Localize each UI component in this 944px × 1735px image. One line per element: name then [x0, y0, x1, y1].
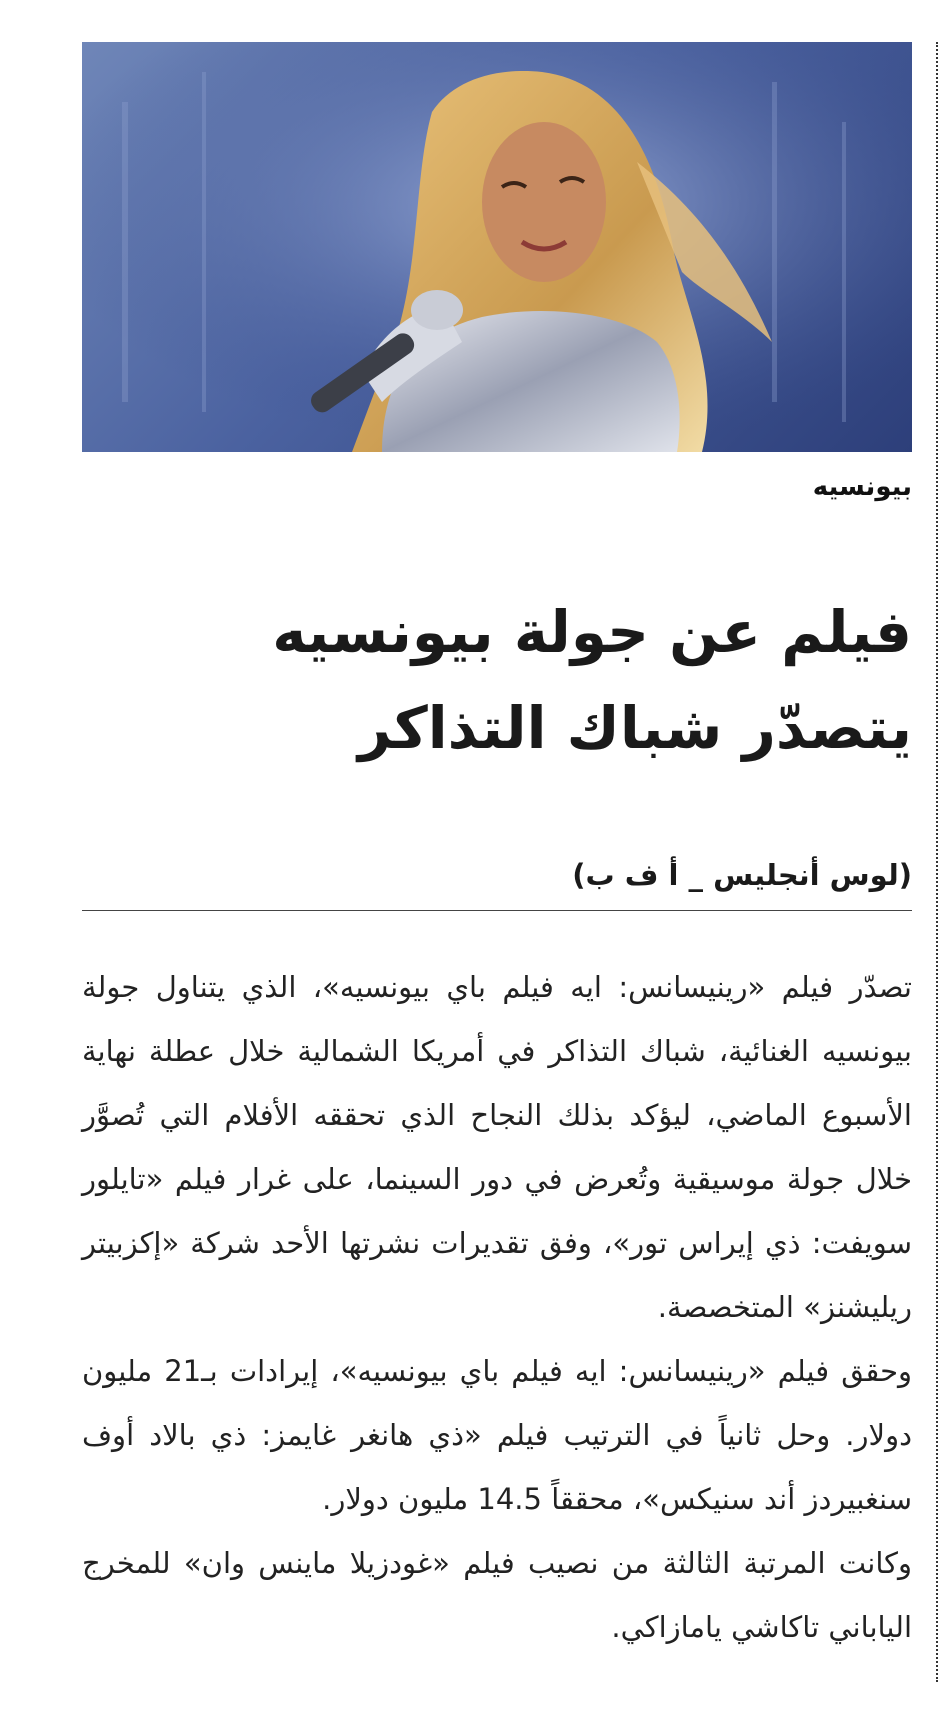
news-article [82, 42, 912, 1659]
body-paragraph-3: وكانت المرتبة الثالثة من نصيب فيلم «غودزيلا ماينس وان» للمخرج الياباني تاكاشي يامازاكي. [82, 1546, 912, 1644]
headline-line-1: فيلم عن جولة بيونسيه [272, 598, 912, 666]
photo-caption: بيونسيه [812, 472, 912, 502]
article-dateline: (لوس أنجليس _ أ ف ب) [82, 858, 912, 911]
body-paragraph-2: وحقق فيلم «رينيسانس: ايه فيلم باي بيونسيه»، إيرادات بـ21 مليون دولار. وحل ثانياً في الترتيب فيلم «ذي هانغر غايمز: ذي بالاد أوف سنغبيردز أند سنيكس»، محققاً 14.5 مليون دولار. [82, 1354, 913, 1516]
article-photo [82, 42, 912, 452]
column-divider [936, 42, 938, 1682]
article-body [82, 955, 912, 1659]
headline-line-2: يتصدّر شباك التذاكر [357, 694, 912, 762]
singer-portrait-icon [82, 42, 912, 452]
article-headline [82, 584, 912, 776]
body-paragraph-1: تصدّر فيلم «رينيسانس: ايه فيلم باي بيونسيه»، الذي يتناول جولة بيونسيه الغنائية، شباك التذاكر في أمريكا الشمالية خلال عطلة نهاية الأسبوع الماضي، ليؤكد بذلك النجاح الذي تحققه الأفلام التي تُصوَّر خلال جولة موسيقية وتُعرض في دور السينما، على غرار فيلم «تايلور سويفت: ذي إيراس تور»، وفق تقديرات نشرتها الأحد شركة «إكزبيتر ريليشنز» المتخصصة. [82, 970, 912, 1324]
